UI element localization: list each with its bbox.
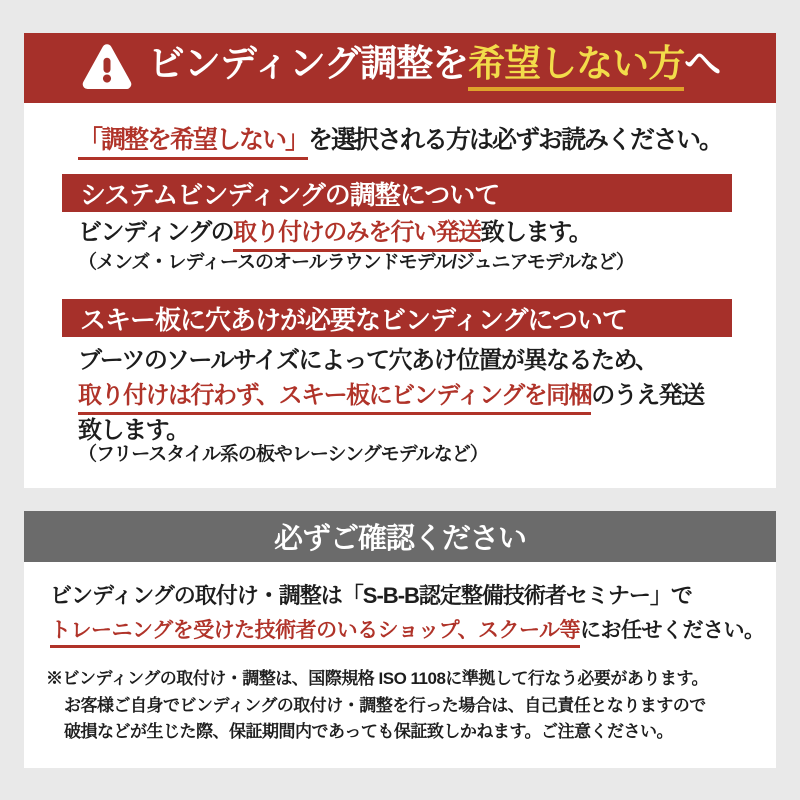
confirmation-banner-label: 必ずご確認ください xyxy=(273,523,526,555)
warning-notice-card xyxy=(24,33,776,488)
footnote-line-3: 破損などが生じた際、保証期間内であっても保証致しかねます。ご注意ください。 xyxy=(64,722,673,741)
section-title-drilling xyxy=(62,299,732,337)
confirmation-line-2 xyxy=(50,618,765,643)
system-binding-line-pre: ビンディングの xyxy=(78,219,234,246)
warning-icon xyxy=(80,41,134,95)
footnote-text-1: ビンディングの取付け・調整は、国際規格 ISO 1108に準拠して行なう必要があります。 xyxy=(62,669,709,688)
header-title xyxy=(148,45,720,91)
intro-line-rest: を選択される方は必ずお読みください。 xyxy=(308,126,723,154)
confirmation-banner xyxy=(24,511,776,562)
system-binding-line-emphasis: 取り付けのみを行い発送 xyxy=(233,219,481,252)
header-banner xyxy=(24,33,776,103)
section-title-drilling-label: スキー板に穴あけが必要なビンディングについて xyxy=(80,304,627,335)
system-binding-line xyxy=(78,219,591,248)
drilling-line-1: ブーツのソールサイズによって穴あけ位置が異なるため、 xyxy=(78,347,658,374)
footnote-line-2: お客様ご自身でビンディングの取付け・調整を行った場合は、自己責任となりますので xyxy=(64,695,706,715)
header-title-post: へ xyxy=(684,43,721,84)
system-binding-note: （メンズ・レディースのオールラウンドモデル/ジュニアモデルなど） xyxy=(78,252,634,273)
drilling-line-3: 致します。 xyxy=(78,417,189,444)
footnote-block xyxy=(46,666,766,746)
confirmation-line-2-emphasis: トレーニングを受けた技術者のいるショップ、スクール等 xyxy=(50,619,580,648)
section-title-system-binding xyxy=(62,174,732,212)
intro-line xyxy=(78,125,722,155)
footnote-marker: ※ xyxy=(46,669,63,688)
drilling-line-2 xyxy=(78,382,704,411)
confirmation-card xyxy=(24,511,776,768)
section-title-system-binding-label: システムビンディングの調整について xyxy=(80,179,500,210)
header-title-highlight: 希望しない方 xyxy=(468,45,684,91)
drilling-note: （フリースタイル系の板やレーシングモデルなど） xyxy=(78,444,488,465)
confirmation-line-2-post: にお任せください。 xyxy=(580,619,765,642)
system-binding-line-post: 致します。 xyxy=(480,219,592,246)
confirmation-line-1: ビンディングの取付け・調整は「S-B-B認定整備技術者セミナー」で xyxy=(50,583,692,608)
drilling-line-2-emphasis: 取り付けは行わず、スキー板にビンディングを同梱 xyxy=(78,382,591,415)
drilling-line-2-post: のうえ発送 xyxy=(591,382,704,409)
footnote-line-1 xyxy=(46,666,766,693)
intro-line-emphasis: 「調整を希望しない」 xyxy=(78,126,308,160)
header-title-pre: ビンディング調整を xyxy=(147,43,469,84)
